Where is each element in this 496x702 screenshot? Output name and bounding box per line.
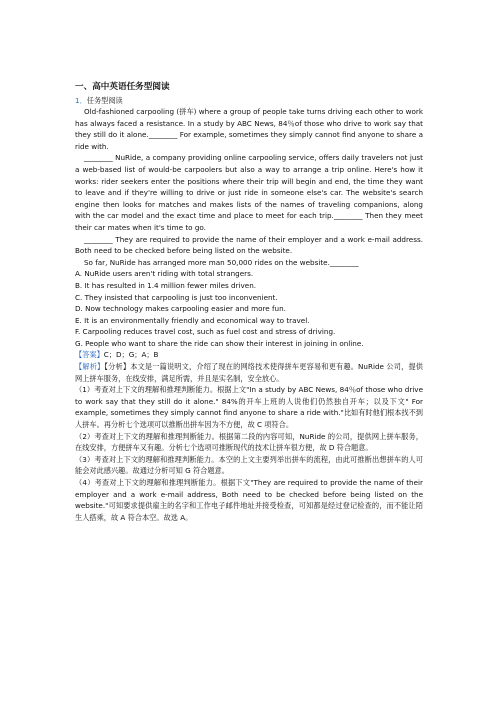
- answer-label: 【答案】: [75, 350, 104, 360]
- question-type: 任务型阅读: [86, 96, 123, 105]
- passage-paragraph: Old-fashioned carpooling (拼车) where a group of people take turns driving each other to work has always faced a resistance. In a study by ABC News, 84％of those who drive to work say that they still do it alone.________ For example, sometimes they simply cannot find anyone to share a ride with.: [75, 107, 423, 151]
- analysis-paragraph: （1）考查对上下文的理解和推理判断能力。根据上文"In a study by ABC News, 84％of those who drive to work say that they still do it alone." 84%的开车上班的人说他们仍然独自开车；以及下文" For example, sometimes they simply cannot find anyone to share a ride with."比如有时他们根本找不到人拼车。再分析七个选项可以推断出拼车因为不方便，故 C 项符合。: [75, 385, 423, 430]
- option-item: D. Now technology makes carpooling easier and more fun.: [75, 304, 286, 314]
- question-number: 1．: [75, 96, 87, 105]
- analysis-text: 【分析】本文是一篇说明文，介绍了现在的网络技术使得拼车更容易和更有趣。NuRide 公司，提供网上拼车服务，在线安排，满足所需，并且是实名制，安全放心。: [75, 362, 423, 383]
- analysis-intro: [75, 361, 423, 384]
- passage-paragraph: So far, NuRide has arranged more man 50,000 rides on the website.________: [84, 257, 359, 267]
- analysis-paragraph: （3）考查对上下文的理解和推理判断能力。本空的上文主要列举出拼车的流程，由此可推断出想拼车的人可能会对此感兴趣。故通过分析可知 G 符合题意。: [75, 454, 423, 476]
- answer-line: [75, 349, 423, 361]
- option-item: B. It has resulted in 1.4 million fewer miles driven.: [75, 280, 257, 290]
- analysis-label: 【解析】: [75, 362, 105, 372]
- option-item: F. Carpooling reduces travel cost, such as fuel cost and stress of driving.: [75, 327, 336, 337]
- passage-paragraph: ________ NuRide, a company providing online carpooling service, offers daily travelers not just a web-based list of would-be carpoolers but also a way to arrange a trip online. Here's how it works: rider seekers enter the positions where their trip will begin and end, the time they want to leave and if they're willing to drive or just ride in someone else's car. The website's search engine then looks for matches and makes lists of the names of traveling companions, along with the car model and the exact time and place to meet for each trip.________ Then they meet their car mates when it's time to go.: [75, 153, 423, 232]
- passage-paragraph: ________ They are required to provide the name of their employer and a work e-mail address. Both need to be checked before being listed on the website.: [75, 234, 423, 256]
- analysis-paragraph: （2）考查对上下文的理解和推理判断能力。根据第二段的内容可知，NuRide 的公司，提供网上拼车服务，在线安排，方便拼车又有趣。分析七个选项可推断现代的技术让拼车很方便，故 D 符合题意。: [75, 431, 423, 453]
- option-item: A. NuRide users aren't riding with total strangers.: [75, 269, 254, 279]
- option-item: C. They insisted that carpooling is just too inconvenient.: [75, 292, 278, 302]
- question-heading: [75, 95, 423, 106]
- section-title: 一、高中英语任务型阅读: [75, 82, 170, 92]
- document-content: [75, 81, 423, 523]
- answer-value: C；D；G；A；B: [103, 350, 159, 360]
- option-item: G. People who want to share the ride can show their interest in joining in online.: [75, 338, 364, 348]
- option-item: E. It is an environmentally friendly and economical way to travel.: [75, 315, 310, 325]
- analysis-paragraph: （4）考查对上下文的理解和推理判断能力。根据下文"They are required to provide the name of their employer and a work e-mail address, Both need to be checked before being listed on the website."可知要求提供雇主的名字和工作电子邮件地址并接受检查，可知都是经过登记检查的，而不能让陌生人搭乘，故 A 符合本空。故选 A。: [75, 478, 423, 522]
